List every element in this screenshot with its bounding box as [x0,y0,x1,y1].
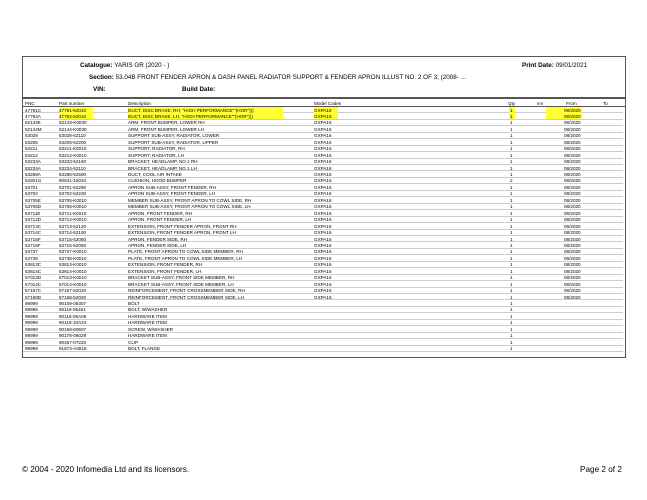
cell-pnc: 53712D [25,217,42,223]
cell-model-codes: GXPA16 [314,178,332,184]
cell-description: APRON, FENDER SIDE, RH [128,236,187,242]
cell-description: HARDWARE ITEM [128,333,167,339]
cell-qty: 1 [510,326,513,332]
cell-description: SUPPORT, RADIATOR, LH [128,152,184,158]
cell-pnc: 99999 [25,326,38,332]
cell-pnc: 99999 [25,339,38,345]
cell-from: 08/2020 [564,268,581,274]
column-header-pnc: PNC [25,100,35,106]
cell-description: REINFORCEMENT, FRONT CROSSMEMBER SIDE, LH [128,294,245,300]
cell-description: SUPPORT, RADIATOR, RH [128,146,185,152]
cell-pnc: 99999 [25,320,38,326]
cell-qty: 1 [510,133,513,139]
cell-pnc: 53212 [25,152,38,158]
cell-from: 08/2020 [564,275,581,281]
cell-pnc: 52143K [25,120,41,126]
cell-description: APRON, FENDER SIDE, LH [128,242,187,248]
cell-model-codes: GXPA16 [314,281,332,287]
cell-description: PLATE, FRONT APRON TO COWL SIDE MEMBER, RH [128,249,243,255]
cell-from: 08/2020 [564,236,581,242]
vin-line [93,86,106,93]
cell-description: SUPPORT SUB-ASSY, RADIATOR, UPPER [128,139,219,145]
cell-description: BRACKET, HEADLAMP, NO.1 LH [128,165,197,171]
cell-pnc: 53711E [25,210,41,216]
cell-part-number: 90119-06A09 [59,313,87,319]
cell-description: APRON SUB-ASSY, FRONT FENDER, LH [128,191,216,197]
cell-pnc: 57167C [25,288,42,294]
cell-qty: 1 [510,197,513,203]
cell-model-codes: GXPA16 [314,217,332,223]
cell-model-codes: GXPA16 [314,184,332,190]
cell-qty: 1 [510,172,513,177]
cell-description: ARM, FRONT BUMPER, LOWER LH [128,126,204,132]
cell-description: ARM, FRONT BUMPER, LOWER RH [128,120,205,126]
cell-from: 08/2020 [564,281,581,287]
cell-qty: 1 [510,139,513,145]
cell-model-codes: GXPA16 [314,275,332,281]
cell-model-codes: GXPA16 [314,242,332,248]
cell-qty: 1 [510,307,513,313]
section-line [89,74,466,81]
cell-from: 08/2020 [564,230,581,236]
column-header-to: To [603,100,608,106]
cell-pnc: 53288A [25,172,41,177]
cell-pnc: 53713C [25,223,42,229]
cell-from: 08/2020 [564,120,581,126]
cell-from: 08/2020 [564,223,581,229]
cell-model-codes: GXPA16 [314,133,332,139]
cell-part-number: 53233-52160 [59,159,87,165]
cell-qty: 1 [510,210,513,216]
cell-pnc: 57168D [25,294,42,300]
cell-pnc: 53702 [25,191,38,197]
catalogue-value: YARIS GR (2020 - ) [114,62,170,69]
cell-pnc: 53205 [25,139,38,145]
cell-qty: 1 [510,281,513,287]
cell-from: 08/2020 [564,204,581,210]
cell-from: 08/2020 [564,146,581,152]
cell-qty: 1 [510,184,513,190]
cell-part-number: 53234-52110 [59,165,86,171]
column-header-from: From [566,100,577,106]
cell-pnc: 47792A [25,113,41,119]
cell-model-codes: GXPA16 [314,204,332,210]
column-header-inv: Inv [537,100,544,106]
cell-model-codes: GXPA16 [314,172,332,177]
cell-part-number: 90119-06451 [59,307,86,313]
cell-part-number: 53716-52060 [59,242,87,248]
cell-model-codes: GXPA16 [314,255,332,261]
cell-from: 08/2020 [564,107,581,113]
cell-part-number: 53713-52120 [59,223,87,229]
cell-model-codes: GXPA16 [314,223,332,229]
cell-description: HARDWARE ITEM [128,313,167,319]
cell-model-codes: GXPA16 [314,152,332,158]
catalogue-line [80,62,169,69]
cell-part-number: 90109-08307 [59,301,87,306]
cell-description: DUCT, COOL AIR INTAKE [128,172,182,177]
catalogue-label: Catalogue: [80,62,113,69]
cell-pnc: 53738 [25,255,38,261]
build-date-label: Build Date: [182,86,216,93]
build-date-line [182,86,215,93]
cell-pnc: 99999 [25,313,38,319]
print-date-label: Print Date: [522,62,554,69]
cell-description: BRACKET SUB-ASSY, FRONT SIDE MEMBER, RH [128,275,235,281]
cell-from: 08/2020 [564,255,581,261]
vin-label: VIN: [93,86,106,93]
cell-part-number: 57167-52020 [59,288,87,294]
cell-description: MEMBER SUB-ASSY, FRONT APRON TO COWL SIDE, LH [128,204,251,210]
cell-model-codes: GXPA16 [314,120,332,126]
column-header-model-codes: Model Codes [314,100,342,106]
cell-model-codes: GXPA16 [314,113,332,119]
cell-pnc: 99999 [25,301,38,306]
cell-part-number: 47791-52010 [59,107,87,113]
cell-qty: 1 [510,113,513,119]
cell-part-number: 90541-15034 [59,178,87,184]
cell-description: SCREW, W/WASHER [128,326,174,332]
cell-qty: 1 [510,288,513,294]
cell-part-number: 53705-K0010 [59,197,87,203]
cell-from: 08/2020 [564,210,581,216]
cell-from: 08/2020 [564,288,581,294]
cell-model-codes: GXPA16 [314,146,332,152]
cell-description: EXTENSION, FRONT FENDER, LH [128,268,202,274]
table-row [23,346,623,352]
cell-part-number: 53714-52150 [59,230,87,236]
cell-qty: 1 [510,275,513,281]
cell-description: DUCT, DISC BRAKE, RH, "HIGH PERFORMANCE""(HOR"))) [128,107,254,113]
cell-qty: 1 [510,255,513,261]
cell-from: 08/2020 [564,178,581,184]
cell-model-codes: GXPA16 [314,139,332,145]
print-date-value: 09/01/2021 [555,62,588,69]
cell-part-number: 53814-K0010 [59,268,87,274]
cell-pnc: 57013D [25,275,42,281]
cell-part-number: 57013-K0010 [59,275,87,281]
cell-model-codes: GXPA16 [314,268,332,274]
cell-qty: 1 [510,249,513,255]
cell-pnc: 53737 [25,249,38,255]
cell-qty: 2 [510,178,513,184]
cell-model-codes: GXPA16 [314,288,332,294]
cell-from: 08/2020 [564,217,581,223]
cell-part-number: 90119-10A24 [59,320,87,326]
cell-description: APRON, FRONT FENDER, LH [128,217,192,223]
cell-qty: 1 [510,217,513,223]
cell-part-number: 90467-07220 [59,339,87,345]
cell-pnc: 53714C [25,230,42,236]
cell-part-number: 53712-K0010 [59,217,87,223]
cell-part-number: 53212-K0010 [59,152,87,158]
cell-model-codes: GXPA16 [314,236,332,242]
cell-part-number: 52143-K0030 [59,120,87,126]
cell-description: HARDWARE ITEM [128,320,167,326]
cell-model-codes: GXPA16 [314,165,332,171]
cell-qty: 1 [510,126,513,132]
cell-description: REINFORCEMENT, FRONT CROSSMEMBER SIDE, RH [128,288,245,294]
cell-from: 08/2020 [564,133,581,139]
cell-qty: 1 [510,191,513,197]
column-header-description: Description [128,100,151,106]
cell-part-number: 53702-52230 [59,191,87,197]
cell-qty: 1 [510,165,513,171]
cell-qty: 1 [510,242,513,248]
cell-qty: 1 [510,120,513,126]
section-value: 53.04B FRONT FENDER APRON & DASH PANEL RADIATOR SUPPORT & FENDER APRON ILLUST NO. 2 OF 3; (2008- ... [115,74,466,81]
section-label: Section: [89,74,114,81]
cell-part-number: 52144-K0030 [59,126,87,132]
cell-description: CLIP [128,339,139,345]
cell-description: EXTENSION, FRONT FENDER APRON, FRONT RH [128,223,237,229]
cell-model-codes: GXPA16 [314,126,332,132]
cell-pnc: 57014C [25,281,42,287]
cell-pnc: 53716F [25,242,41,248]
cell-pnc: 99999 [25,346,38,352]
page-number: Page 2 of 2 [580,465,622,474]
cell-model-codes: GXPA16 [314,230,332,236]
cell-qty: 1 [510,159,513,165]
cell-qty: 1 [510,152,513,158]
cell-qty: 1 [510,107,513,113]
cell-part-number: 53813-K0010 [59,262,87,268]
cell-from: 08/2020 [564,113,581,119]
cell-part-number: 57014-K0010 [59,281,87,287]
cell-part-number: 53205-52200 [59,139,87,145]
cell-description: BOLT [128,301,140,306]
cell-qty: 1 [510,236,513,242]
cell-qty: 1 [510,230,513,236]
cell-model-codes: GXPA16 [314,210,332,216]
column-header-part-number: Part number [59,100,85,106]
cell-pnc: 53813C [25,262,42,268]
cell-pnc: 99999 [25,333,38,339]
cell-description: EXTENSION, FRONT FENDER APRON, FRONT LH [128,230,236,236]
cell-from: 08/2020 [564,159,581,165]
cell-from: 08/2020 [564,184,581,190]
cell-part-number: 53701-52290 [59,184,87,190]
cell-part-number: 53711-K0010 [59,210,87,216]
cell-part-number: 91673-A0818 [59,346,87,352]
cell-qty: 1 [510,268,513,274]
cell-description: MEMBER SUB-ASSY, FRONT APRON TO COWL SIDE, RH [128,197,252,203]
cell-description: BOLT, W/WASHER [128,307,168,313]
cell-qty: 1 [510,223,513,229]
cell-qty: 1 [510,204,513,210]
cell-from: 08/2020 [564,139,581,145]
cell-description: APRON, FRONT FENDER, RH [128,210,192,216]
cell-qty: 1 [510,339,513,345]
cell-description: BRACKET, HEADLAMP, NO.1 RH [128,159,198,165]
cell-pnc: 53705E [25,197,41,203]
cell-qty: 1 [510,301,513,306]
cell-model-codes: GXPA16 [314,191,332,197]
cell-part-number: 53285-52590 [59,172,87,177]
cell-part-number: 53211-K0010 [59,146,87,152]
cell-pnc: 53211 [25,146,38,152]
cell-part-number: 53706-K0010 [59,204,87,210]
cell-pnc: 99999 [25,307,38,313]
cell-from: 08/2020 [564,165,581,171]
cell-pnc: 53233A [25,159,41,165]
cell-pnc: 53715F [25,236,41,242]
cell-pnc: 53234A [25,165,41,171]
cell-part-number: 53715-52060 [59,236,87,242]
cell-qty: 1 [510,262,513,268]
cell-from: 08/2020 [564,294,581,300]
cell-pnc: 53814C [25,268,42,274]
copyright-text: © 2004 - 2020 Infomedia Ltd and its licensors. [22,465,190,474]
cell-from: 08/2020 [564,197,581,203]
cell-description: PLATE, FRONT APRON TO COWL SIDE MEMBER, LH [128,255,243,261]
cell-part-number: 53737-K0010 [59,249,87,255]
cell-pnc: 53701 [25,184,38,190]
cell-pnc: 53028 [25,133,38,139]
cell-from: 08/2020 [564,249,581,255]
cell-model-codes: GXPA16 [314,107,332,113]
cell-model-codes: GXPA16 [314,294,332,300]
cell-pnc: 52144M [25,126,42,132]
cell-description: CUSHION, HOOD BUMPER [128,178,187,184]
cell-from: 08/2020 [564,152,581,158]
cell-from: 08/2020 [564,262,581,268]
cell-from: 08/2020 [564,172,581,177]
cell-qty: 1 [510,346,513,352]
cell-qty: 1 [510,320,513,326]
column-header-qty: Qty [508,100,516,106]
cell-part-number: 47792-52010 [59,113,87,119]
cell-description: APRON SUB-ASSY, FRONT FENDER, RH [128,184,216,190]
cell-description: DUCT, DISC BRAKE, LH, "HIGH PERFORMANCE""(HOR"))) [128,113,253,119]
cell-from: 08/2020 [564,191,581,197]
cell-pnc: 47791C [25,107,42,113]
cell-pnc: 53706D [25,204,42,210]
cell-description: EXTENSION, FRONT FENDER, RH [128,262,203,268]
cell-description: SUPPORT SUB-ASSY, RADIATOR, LOWER [128,133,220,139]
cell-qty: 1 [510,333,513,339]
cell-from: 08/2020 [564,126,581,132]
cell-qty: 1 [510,294,513,300]
cell-model-codes: GXPA16 [314,159,332,165]
cell-description: BRACKET SUB-ASSY, FRONT SIDE MEMBER, LH [128,281,234,287]
cell-qty: 1 [510,146,513,152]
cell-model-codes: GXPA16 [314,249,332,255]
cell-part-number: 90159-60507 [59,326,87,332]
cell-from: 08/2020 [564,242,581,248]
cell-part-number: 53028-52110 [59,133,86,139]
cell-model-codes: GXPA16 [314,262,332,268]
cell-part-number: 53738-K0010 [59,255,87,261]
print-date-line [522,62,587,69]
cell-part-number: 90178-06029 [59,333,87,339]
cell-model-codes: GXPA16 [314,197,332,203]
cell-pnc: 53301G [25,178,42,184]
cell-part-number: 57168-52020 [59,294,87,300]
cell-qty: 1 [510,313,513,319]
cell-description: BOLT, FLANGE [128,346,161,352]
